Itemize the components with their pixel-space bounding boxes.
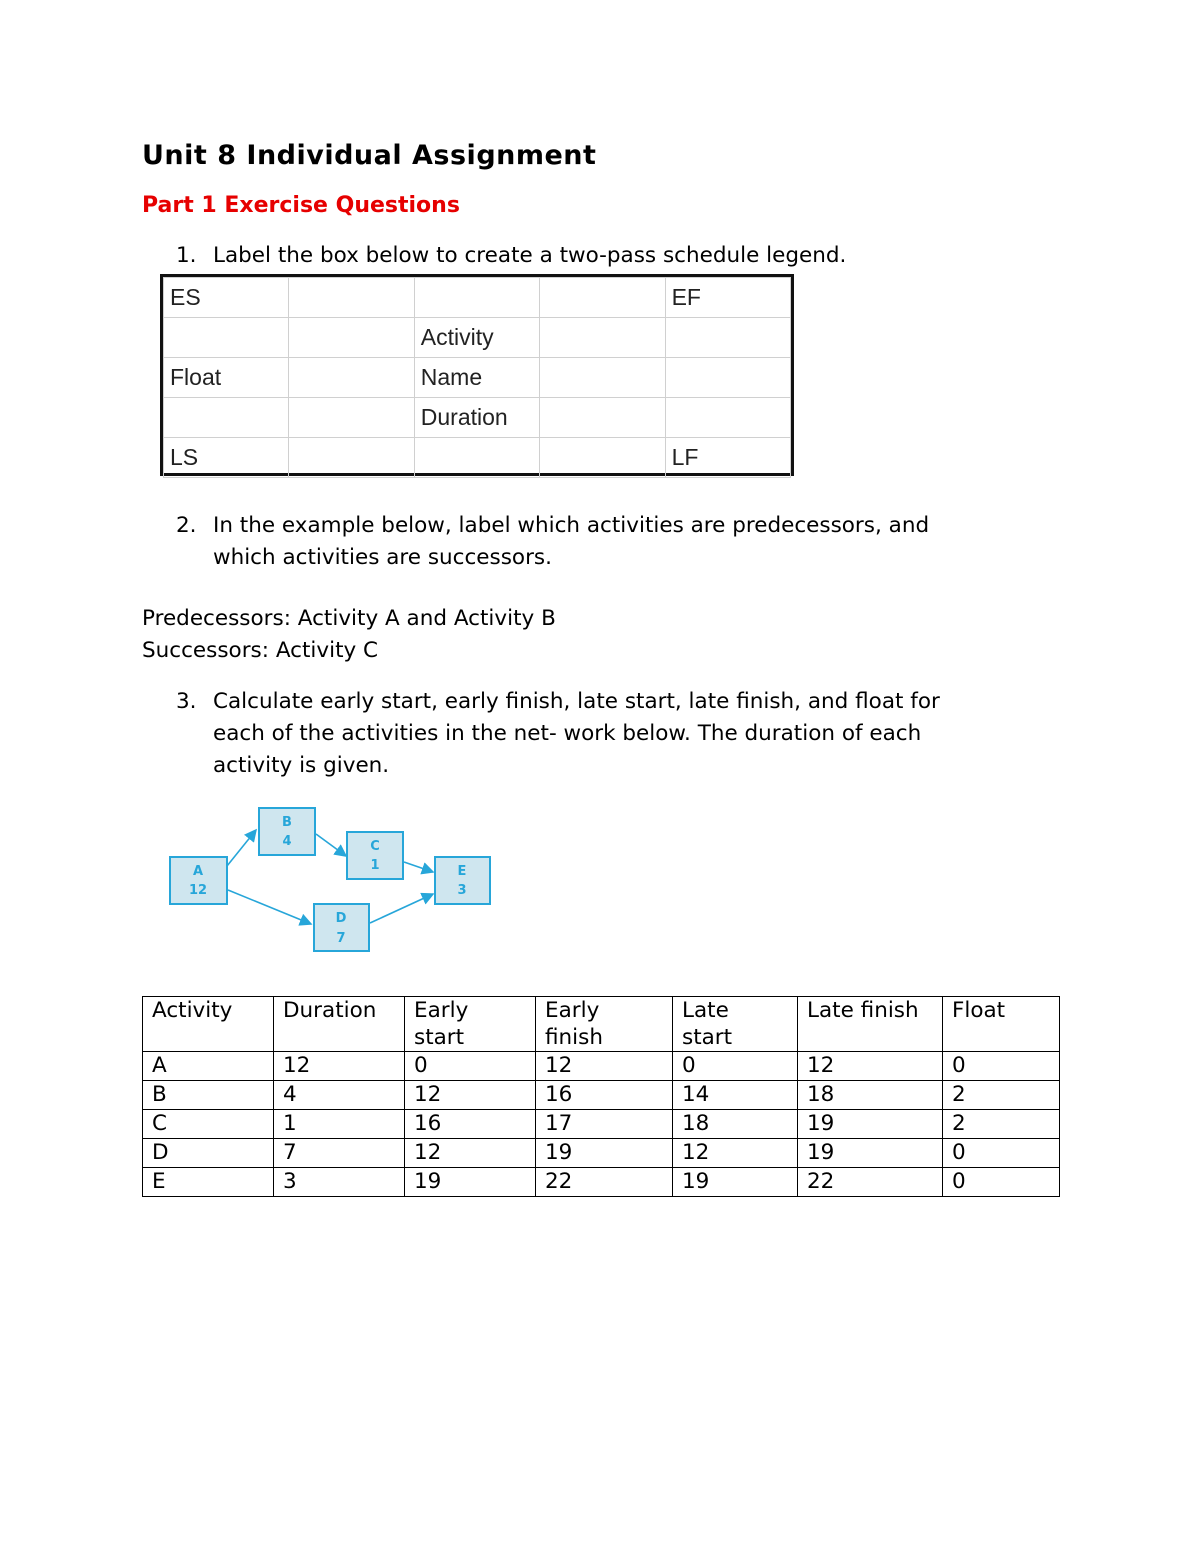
arrow-d-e xyxy=(370,894,433,923)
table-cell: 16 xyxy=(405,1110,536,1139)
node-label: B xyxy=(282,815,292,830)
table-cell: 18 xyxy=(798,1081,943,1110)
question-line: which activities are successors. xyxy=(213,545,552,570)
legend-ls: LS xyxy=(164,438,289,478)
table-cell: 12 xyxy=(405,1139,536,1168)
table-cell: 18 xyxy=(673,1110,798,1139)
table-header-row xyxy=(143,997,1060,1052)
page-title: Unit 8 Individual Assignment xyxy=(142,140,597,171)
legend-name: Name xyxy=(414,358,539,398)
column-header-early-start: Early start xyxy=(405,997,536,1052)
question-line: activity is given. xyxy=(213,753,390,778)
arrow-a-d xyxy=(228,890,311,924)
question-number: 1. xyxy=(176,243,197,268)
successors-answer: Successors: Activity C xyxy=(142,638,379,663)
table-cell: 19 xyxy=(673,1168,798,1197)
table-cell: 0 xyxy=(673,1052,798,1081)
node-c xyxy=(347,832,403,879)
table-cell: 22 xyxy=(798,1168,943,1197)
legend-activity: Activity xyxy=(414,318,539,358)
table-row xyxy=(143,1081,1060,1110)
column-header-activity: Activity xyxy=(143,997,274,1052)
column-header-early-finish: Early finish xyxy=(536,997,673,1052)
arrow-a-b xyxy=(227,830,256,866)
table-cell: 19 xyxy=(536,1139,673,1168)
table-cell: 0 xyxy=(943,1139,1060,1168)
arrow-c-e xyxy=(404,862,433,872)
table-cell: 12 xyxy=(798,1052,943,1081)
table-cell: 14 xyxy=(673,1081,798,1110)
table-cell: 22 xyxy=(536,1168,673,1197)
column-header-late-finish: Late finish xyxy=(798,997,943,1052)
node-a xyxy=(170,857,227,904)
legend-ef: EF xyxy=(665,278,790,318)
table-cell: 0 xyxy=(943,1052,1060,1081)
arrow-b-c xyxy=(316,834,346,856)
table-cell: 12 xyxy=(536,1052,673,1081)
table-row xyxy=(143,1052,1060,1081)
table-cell: 0 xyxy=(405,1052,536,1081)
table-row xyxy=(143,1139,1060,1168)
node-duration: 3 xyxy=(457,883,467,898)
question-number: 2. xyxy=(176,513,197,538)
column-header-float: Float xyxy=(943,997,1060,1052)
node-label: A xyxy=(192,864,204,879)
table-cell: 7 xyxy=(274,1139,405,1168)
table-cell: 12 xyxy=(274,1052,405,1081)
node-b xyxy=(259,808,315,855)
node-duration: 12 xyxy=(188,883,208,898)
node-label: C xyxy=(370,839,380,854)
node-duration: 7 xyxy=(336,931,346,946)
table-cell: E xyxy=(143,1168,274,1197)
schedule-table xyxy=(142,996,1060,1197)
table-cell: 19 xyxy=(405,1168,536,1197)
question-line: In the example below, label which activities are predecessors, and xyxy=(213,513,930,538)
table-cell: 2 xyxy=(943,1110,1060,1139)
table-cell: 12 xyxy=(405,1081,536,1110)
table-row xyxy=(143,1168,1060,1197)
table-cell: 3 xyxy=(274,1168,405,1197)
question-line: Calculate early start, early finish, late start, late finish, and float for xyxy=(213,689,940,714)
table-cell: 19 xyxy=(798,1110,943,1139)
table-cell: A xyxy=(143,1052,274,1081)
table-cell: 0 xyxy=(943,1168,1060,1197)
table-cell: 1 xyxy=(274,1110,405,1139)
predecessors-answer: Predecessors: Activity A and Activity B xyxy=(142,606,556,631)
legend-es: ES xyxy=(164,278,289,318)
legend-float: Float xyxy=(164,358,289,398)
column-header-late-start: Late start xyxy=(673,997,798,1052)
table-row xyxy=(143,1110,1060,1139)
question-1 xyxy=(176,240,1076,272)
legend-lf: LF xyxy=(665,438,790,478)
schedule-legend-box xyxy=(160,274,794,476)
table-cell: D xyxy=(143,1139,274,1168)
table-cell: 4 xyxy=(274,1081,405,1110)
table-cell: 17 xyxy=(536,1110,673,1139)
question-line: each of the activities in the net- work below. The duration of each xyxy=(213,721,922,746)
node-duration: 4 xyxy=(282,834,292,849)
table-cell: 16 xyxy=(536,1081,673,1110)
node-d xyxy=(314,904,369,951)
table-cell: 2 xyxy=(943,1081,1060,1110)
table-cell: 12 xyxy=(673,1139,798,1168)
question-2 xyxy=(176,510,1076,574)
legend-duration: Duration xyxy=(414,398,539,438)
part-heading: Part 1 Exercise Questions xyxy=(142,193,460,218)
column-header-duration: Duration xyxy=(274,997,405,1052)
node-duration: 1 xyxy=(370,858,380,873)
table-cell: C xyxy=(143,1110,274,1139)
question-text: Label the box below to create a two-pass schedule legend. xyxy=(213,243,847,268)
node-label: D xyxy=(335,911,347,926)
question-3 xyxy=(176,686,1076,782)
table-cell: 19 xyxy=(798,1139,943,1168)
node-label: E xyxy=(457,864,467,879)
question-text xyxy=(213,686,940,782)
table-cell: B xyxy=(143,1081,274,1110)
activity-network-diagram xyxy=(160,800,500,960)
question-number: 3. xyxy=(176,689,197,714)
question-text xyxy=(213,510,929,574)
node-e xyxy=(435,857,490,904)
